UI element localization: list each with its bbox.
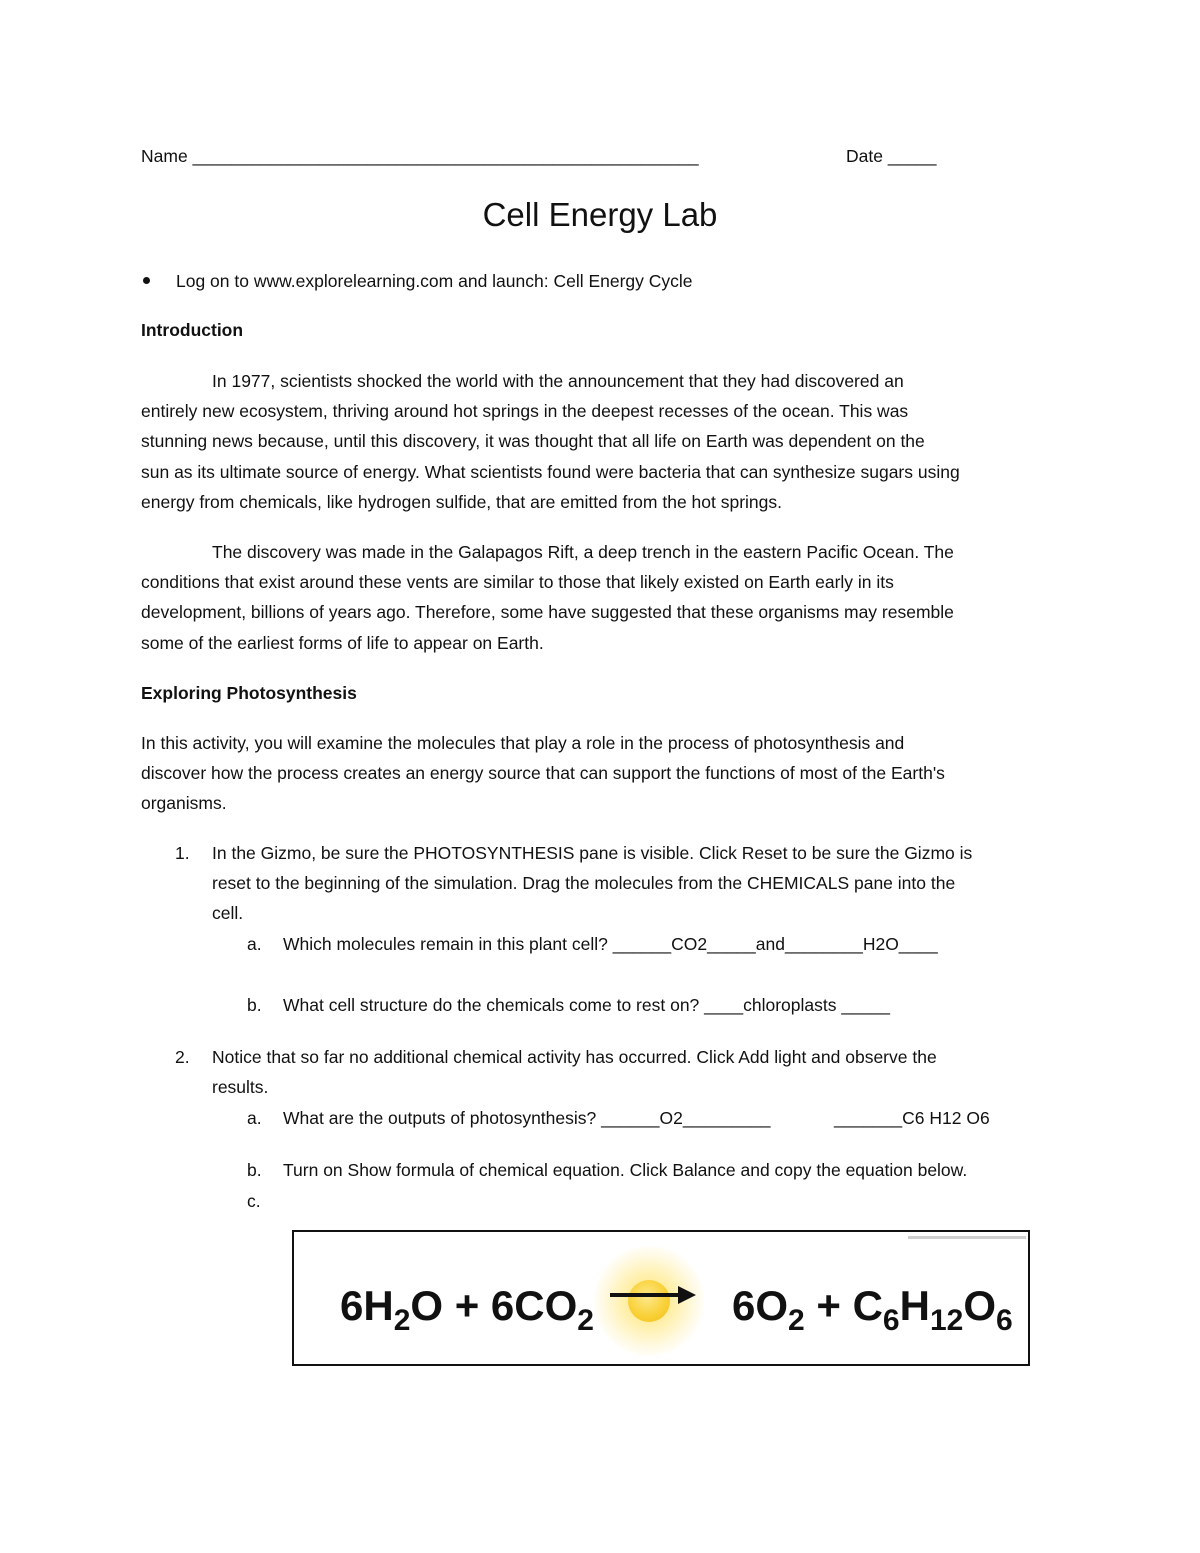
intro-p1-line: entirely new ecosystem, thriving around hot springs in the deepest recesses of the ocean. This was xyxy=(141,401,909,421)
intro-p1-line: energy from chemicals, like hydrogen sulfide, that are emitted from the hot springs. xyxy=(141,492,782,512)
instruction-bullet: Log on to www.explorelearning.com and launch: Cell Energy Cycle xyxy=(176,271,693,291)
date-blank: _____ xyxy=(887,146,937,166)
q2a-answer: What are the outputs of photosynthesis? ______O2_________ xyxy=(283,1108,771,1128)
intro-p2-line: conditions that exist around these vents are similar to those that likely existed on Earth early in its xyxy=(141,572,894,592)
photo-line: discover how the process creates an energy source that can support the functions of most of the Earth's xyxy=(141,763,945,783)
bullet-icon xyxy=(143,277,150,284)
q1-number: 1. xyxy=(175,843,190,863)
introduction-heading: Introduction xyxy=(141,320,244,340)
q1b-label: b. xyxy=(247,995,262,1015)
intro-p2-line: The discovery was made in the Galapagos Rift, a deep trench in the eastern Pacific Ocean. The xyxy=(212,542,954,562)
photo-line: organisms. xyxy=(141,793,227,813)
q1a-label: a. xyxy=(247,934,262,954)
q1-line: reset to the beginning of the simulation. Drag the molecules from the CHEMICALS pane into the xyxy=(212,873,956,893)
intro-p2-line: some of the earliest forms of life to appear on Earth. xyxy=(141,633,544,653)
photosynthesis-heading: Exploring Photosynthesis xyxy=(141,683,357,703)
q2a-label: a. xyxy=(247,1108,262,1128)
page-title: Cell Energy Lab xyxy=(482,196,718,233)
equation-reactants: $6H_2O + 6CO_2$ xyxy=(340,1282,594,1337)
photosynthesis-equation-image xyxy=(292,1230,1030,1366)
date-field xyxy=(846,146,937,167)
name-label: Name xyxy=(141,146,188,166)
intro-p2-line: development, billions of years ago. Therefore, some have suggested that these organisms may resemble xyxy=(141,602,954,622)
q1-line: In the Gizmo, be sure the PHOTOSYNTHESIS pane is visible. Click Reset to be sure the Gizmo is xyxy=(212,843,973,863)
q1-line: cell. xyxy=(212,903,244,923)
q2-number: 2. xyxy=(175,1047,190,1067)
q2-line: results. xyxy=(212,1077,269,1097)
intro-p1-line: stunning news because, until this discovery, it was thought that all life on Earth was dependent on the xyxy=(141,431,925,451)
photo-line: In this activity, you will examine the molecules that play a role in the process of photosynthesis and xyxy=(141,733,905,753)
q2a-answer-2: _______C6 H12 O6 xyxy=(834,1108,990,1128)
reaction-arrow-icon xyxy=(608,1280,698,1310)
q2b-label: b. xyxy=(247,1160,262,1180)
name-blank: ____________________________________________________ xyxy=(192,146,699,166)
q2-line: Notice that so far no additional chemical activity has occurred. Click Add light and observe the xyxy=(212,1047,937,1067)
equation-products: $6O_2 + C_6H_{12}O_6$ xyxy=(732,1282,1013,1337)
q2c-label: c. xyxy=(247,1191,261,1211)
divider xyxy=(908,1236,1026,1239)
q1b-answer: What cell structure do the chemicals come to rest on? ____chloroplasts _____ xyxy=(283,995,890,1015)
q2b-text: Turn on Show formula of chemical equation. Click Balance and copy the equation below. xyxy=(283,1160,968,1180)
name-field xyxy=(141,146,699,167)
date-label: Date xyxy=(846,146,883,166)
q1a-answer: Which molecules remain in this plant cell? ______CO2_____and________H2O____ xyxy=(283,934,938,954)
intro-p1-line: In 1977, scientists shocked the world with the announcement that they had discovered an xyxy=(212,371,904,391)
intro-p1-line: sun as its ultimate source of energy. What scientists found were bacteria that can synthesize sugars using xyxy=(141,462,960,482)
